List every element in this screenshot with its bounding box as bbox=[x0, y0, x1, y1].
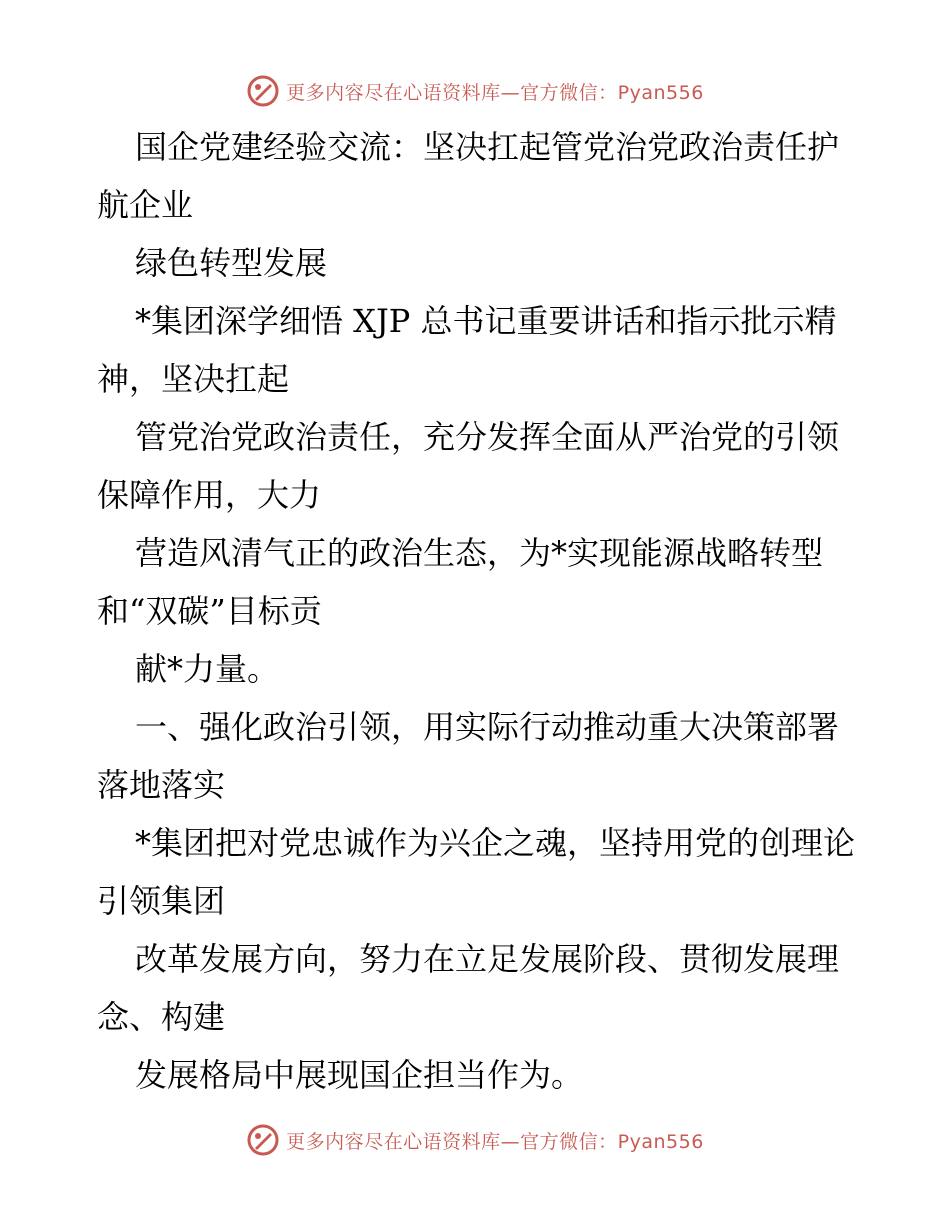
header-watermark bbox=[0, 71, 950, 111]
paragraph-title-cont: 绿色转型发展 bbox=[135, 244, 328, 282]
paragraph: 改革发展方向，努力在立足发展阶段、贯彻发展理念、构建 bbox=[97, 940, 840, 1036]
section-heading: 一、强化政治引领，用实际行动推动重大决策部署落地落实 bbox=[97, 708, 840, 804]
paragraph: 管党治党政治责任，充分发挥全面从严治党的引领保障作用，大力 bbox=[97, 418, 840, 514]
quill-logo-icon bbox=[246, 74, 280, 108]
watermark-text: 更多内容尽在心语资料库—官方微信：Pyan556 bbox=[286, 1130, 704, 1153]
paragraph: *集团深学细悟 XJP 总书记重要讲话和指示批示精神，坚决扛起 bbox=[97, 302, 837, 398]
paragraph: 发展格局中展现国企担当作为。 bbox=[135, 1056, 584, 1094]
paragraph: 献*力量。 bbox=[135, 650, 280, 688]
watermark-text: 更多内容尽在心语资料库—官方微信：Pyan556 bbox=[286, 81, 704, 104]
footer-watermark bbox=[0, 1120, 950, 1160]
paragraph: 营造风清气正的政治生态，为*实现能源战略转型和“双碳”目标贡 bbox=[97, 534, 824, 630]
quill-logo-icon bbox=[246, 1123, 280, 1157]
paragraph: *集团把对党忠诚作为兴企之魂，坚持用党的创理论引领集团 bbox=[97, 824, 856, 920]
document-body bbox=[97, 118, 857, 1104]
paragraph-title: 国企党建经验交流：坚决扛起管党治党政治责任护航企业 bbox=[97, 128, 840, 224]
